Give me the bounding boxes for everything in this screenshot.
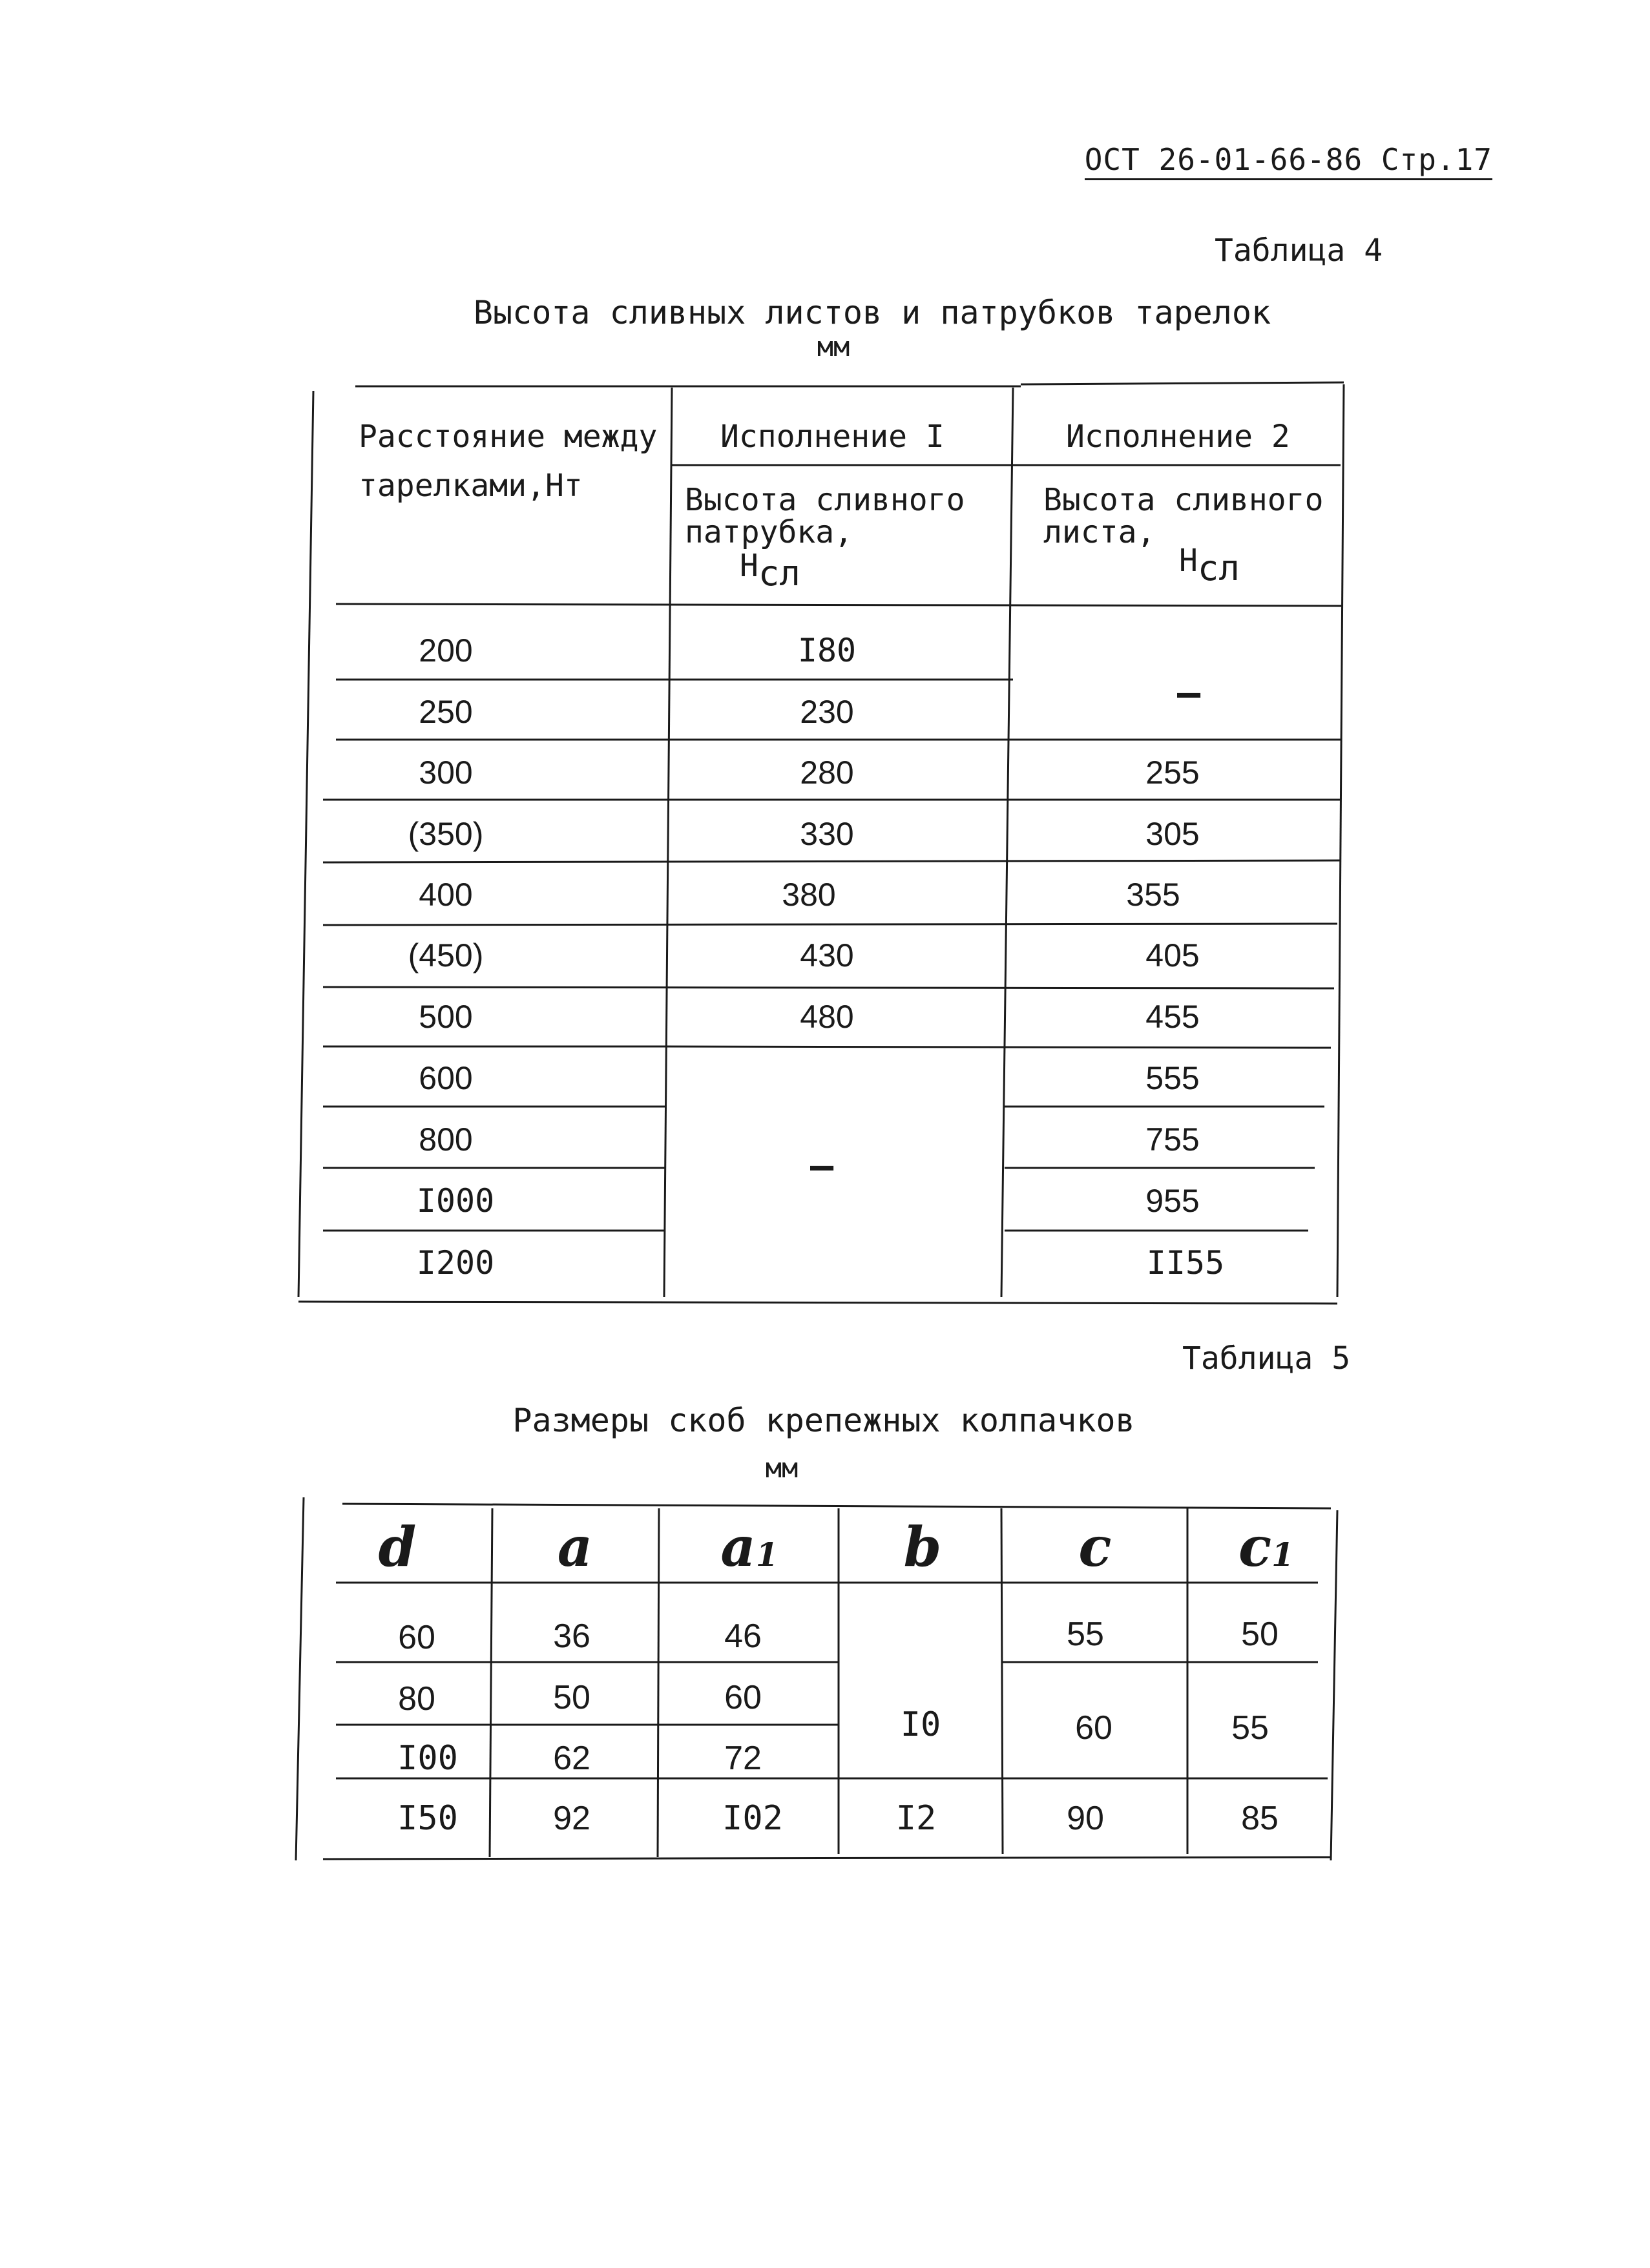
table4-col3-cell: 455 [1145, 999, 1200, 1035]
table5-header-c1: c1 [1238, 1515, 1294, 1579]
table5-c1-cell: 55 [1231, 1709, 1269, 1747]
table4-col1-header-line2: тарелками,Нт [359, 468, 583, 504]
table4-col3-cell: 255 [1145, 754, 1200, 791]
table4-col1-cell: 200 [419, 632, 473, 669]
table4-col2-cell: 230 [800, 694, 854, 730]
table5-a-cell: 92 [553, 1800, 590, 1837]
table5-d-cell: I50 [397, 1799, 458, 1838]
table4-col1-header-line1: Расстояние между [359, 419, 658, 455]
table4-col2-cell: I80 [797, 632, 857, 669]
table5-d-cell: I00 [397, 1739, 458, 1778]
table4-col3-dash: – [1176, 671, 1201, 716]
table4-col3-cell: II55 [1146, 1244, 1225, 1282]
table4-col3-sub-line1: Высота сливного [1043, 482, 1324, 518]
table5-c1-cell: 85 [1241, 1800, 1279, 1837]
table4-col3-cell: 305 [1145, 816, 1200, 852]
table5-a-cell: 36 [553, 1618, 590, 1655]
table4-col1-cell: (450) [408, 937, 484, 973]
document-reference: ОСТ 26-01-66-86 Стр.17 [1085, 142, 1492, 180]
table5-d-cell: 80 [398, 1680, 435, 1718]
table4-col2-sub-line2: патрубка, [685, 514, 853, 550]
table4-col2-header: Исполнение I [720, 419, 945, 455]
table4-label: Таблица 4 [1215, 233, 1383, 269]
table5-c1-cell: 50 [1241, 1616, 1279, 1653]
table4-col2-sub-symbol: Нсл [740, 548, 800, 594]
table5-title: Размеры скоб крепежных колпачков [512, 1402, 1135, 1439]
table4-col2-sub-line1: Высота сливного [685, 482, 965, 518]
table4-col1-cell: I000 [416, 1182, 495, 1220]
table4-col3-sub-line2: листа, [1043, 514, 1156, 550]
table4-col3-cell: 955 [1145, 1183, 1200, 1219]
table5-c-cell: 55 [1067, 1616, 1104, 1653]
table4-col3-header: Исполнение 2 [1066, 419, 1290, 455]
table5-a1-cell: 60 [724, 1679, 762, 1716]
table4-col2-cell: 380 [782, 877, 836, 913]
table4-col2-cell: 330 [800, 816, 854, 852]
table4-col1-cell: 600 [419, 1060, 473, 1096]
table4-col2-cell: 480 [800, 999, 854, 1035]
table5-a1-cell: 72 [724, 1740, 762, 1777]
table4-col2-cell: 280 [800, 754, 854, 791]
table5-a-cell: 62 [553, 1740, 590, 1777]
table5-a1-cell: I02 [722, 1799, 783, 1838]
table4-col3-cell: 405 [1145, 937, 1200, 973]
table5-c-cell: 90 [1067, 1800, 1104, 1837]
table5-a-cell: 50 [553, 1679, 590, 1716]
table5-b-cell: I2 [895, 1799, 937, 1838]
table5-a1-cell: 46 [724, 1618, 762, 1655]
table5-b-cell: I0 [900, 1705, 941, 1744]
table5-unit: мм [765, 1452, 799, 1484]
table5-header-b: b [903, 1515, 942, 1579]
table4-col3-cell: 355 [1126, 877, 1180, 913]
table4-col1-cell: 800 [419, 1121, 473, 1158]
table4-title: Высота сливных листов и патрубков тарелок [473, 294, 1271, 331]
table5-header-d: d [378, 1515, 417, 1579]
table4-col3-sub-symbol: Нсл [1179, 543, 1240, 588]
table4-col1-cell: I200 [416, 1244, 495, 1282]
table4-col1-cell: 300 [419, 754, 473, 791]
table4-unit: мм [817, 331, 850, 362]
table5-header-c: c [1078, 1515, 1112, 1579]
table4-col1-cell: (350) [408, 816, 484, 852]
table4-col3-cell: 555 [1145, 1060, 1200, 1096]
table4-col1-cell: 400 [419, 877, 473, 913]
table5-label: Таблица 5 [1182, 1340, 1351, 1377]
table4-col3-cell: 755 [1145, 1121, 1200, 1158]
table5-header-a1: a1 [720, 1515, 778, 1579]
table4-col1-cell: 500 [419, 999, 473, 1035]
table4-col2-dash: – [809, 1143, 834, 1189]
table5-header-a: a [557, 1515, 593, 1579]
table4-col1-cell: 250 [419, 694, 473, 730]
table4-col2-cell: 430 [800, 937, 854, 973]
table5-c-cell: 60 [1075, 1709, 1112, 1747]
table5-d-cell: 60 [398, 1619, 435, 1656]
